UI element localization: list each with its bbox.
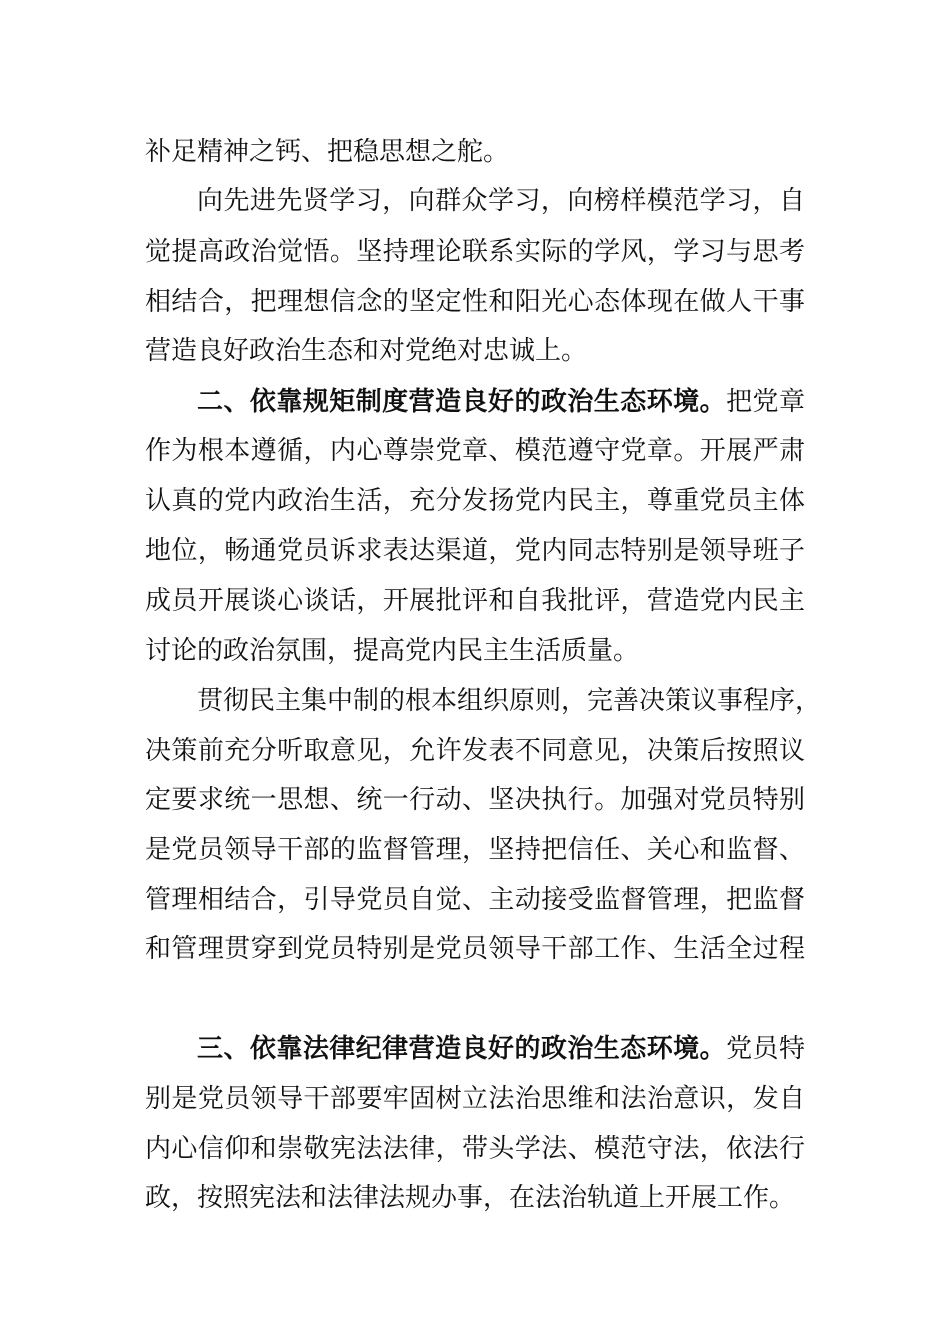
paragraph-line: 认真的党内政治生活，充分发扬党内民主，尊重党员主体 [145,486,805,516]
paragraph-text: 党员特 [726,1034,805,1064]
paragraph-line: 讨论的政治氛围，提高党内民主生活质量。 [145,636,640,666]
paragraph-line: 成员开展谈心谈话，开展批评和自我批评，营造党内民主 [145,586,805,616]
paragraph-line: 作为根本遵循，内心尊崇党章、模范遵守党章。开展严肃 [145,436,805,466]
paragraph-line: 觉提高政治觉悟。坚持理论联系实际的学风，学习与思考 [145,237,805,267]
paragraph-line: 决策前充分听取意见，允许发表不同意见，决策后按照议 [145,736,805,766]
section-heading: 三、依靠法律纪律营造良好的政治生态环境。 [197,1034,727,1064]
paragraph-line: 向先进先贤学习，向群众学习，向榜样模范学习，自 [197,186,805,216]
section-heading-line [197,382,805,422]
paragraph-text: 把党章 [726,387,805,417]
paragraph-line: 营造良好政治生态和对党绝对忠诚上。 [145,336,588,366]
section-heading-line [197,1029,805,1069]
paragraph-line: 地位，畅通党员诉求表达渠道，党内同志特别是领导班子 [145,536,805,566]
paragraph-line: 定要求统一思想、统一行动、坚决执行。加强对党员特别 [145,785,805,815]
paragraph-line: 内心信仰和崇敬宪法法律，带头学法、模范守法，依法行 [145,1134,805,1164]
paragraph-line: 相结合，把理想信念的坚定性和阳光心态体现在做人干事 [145,287,805,317]
paragraph-line: 补足精神之钙、把稳思想之舵。 [145,137,510,167]
paragraph-line: 别是党员领导干部要牢固树立法治思维和法治意识，发自 [145,1084,805,1114]
paragraph-line: 是党员领导干部的监督管理，坚持把信任、关心和监督、 [145,835,805,865]
paragraph-line: 管理相结合，引导党员自觉、主动接受监督管理，把监督 [145,885,805,915]
section-heading: 二、依靠规矩制度营造良好的政治生态环境。 [197,387,727,417]
paragraph-line: 政，按照宪法和法律法规办事，在法治轨道上开展工作。 [145,1183,796,1213]
paragraph-line: 贯彻民主集中制的根本组织原则，完善决策议事程序， [197,686,822,716]
paragraph-line: 和管理贯穿到党员特别是党员领导干部工作、生活全过程 [145,934,805,964]
